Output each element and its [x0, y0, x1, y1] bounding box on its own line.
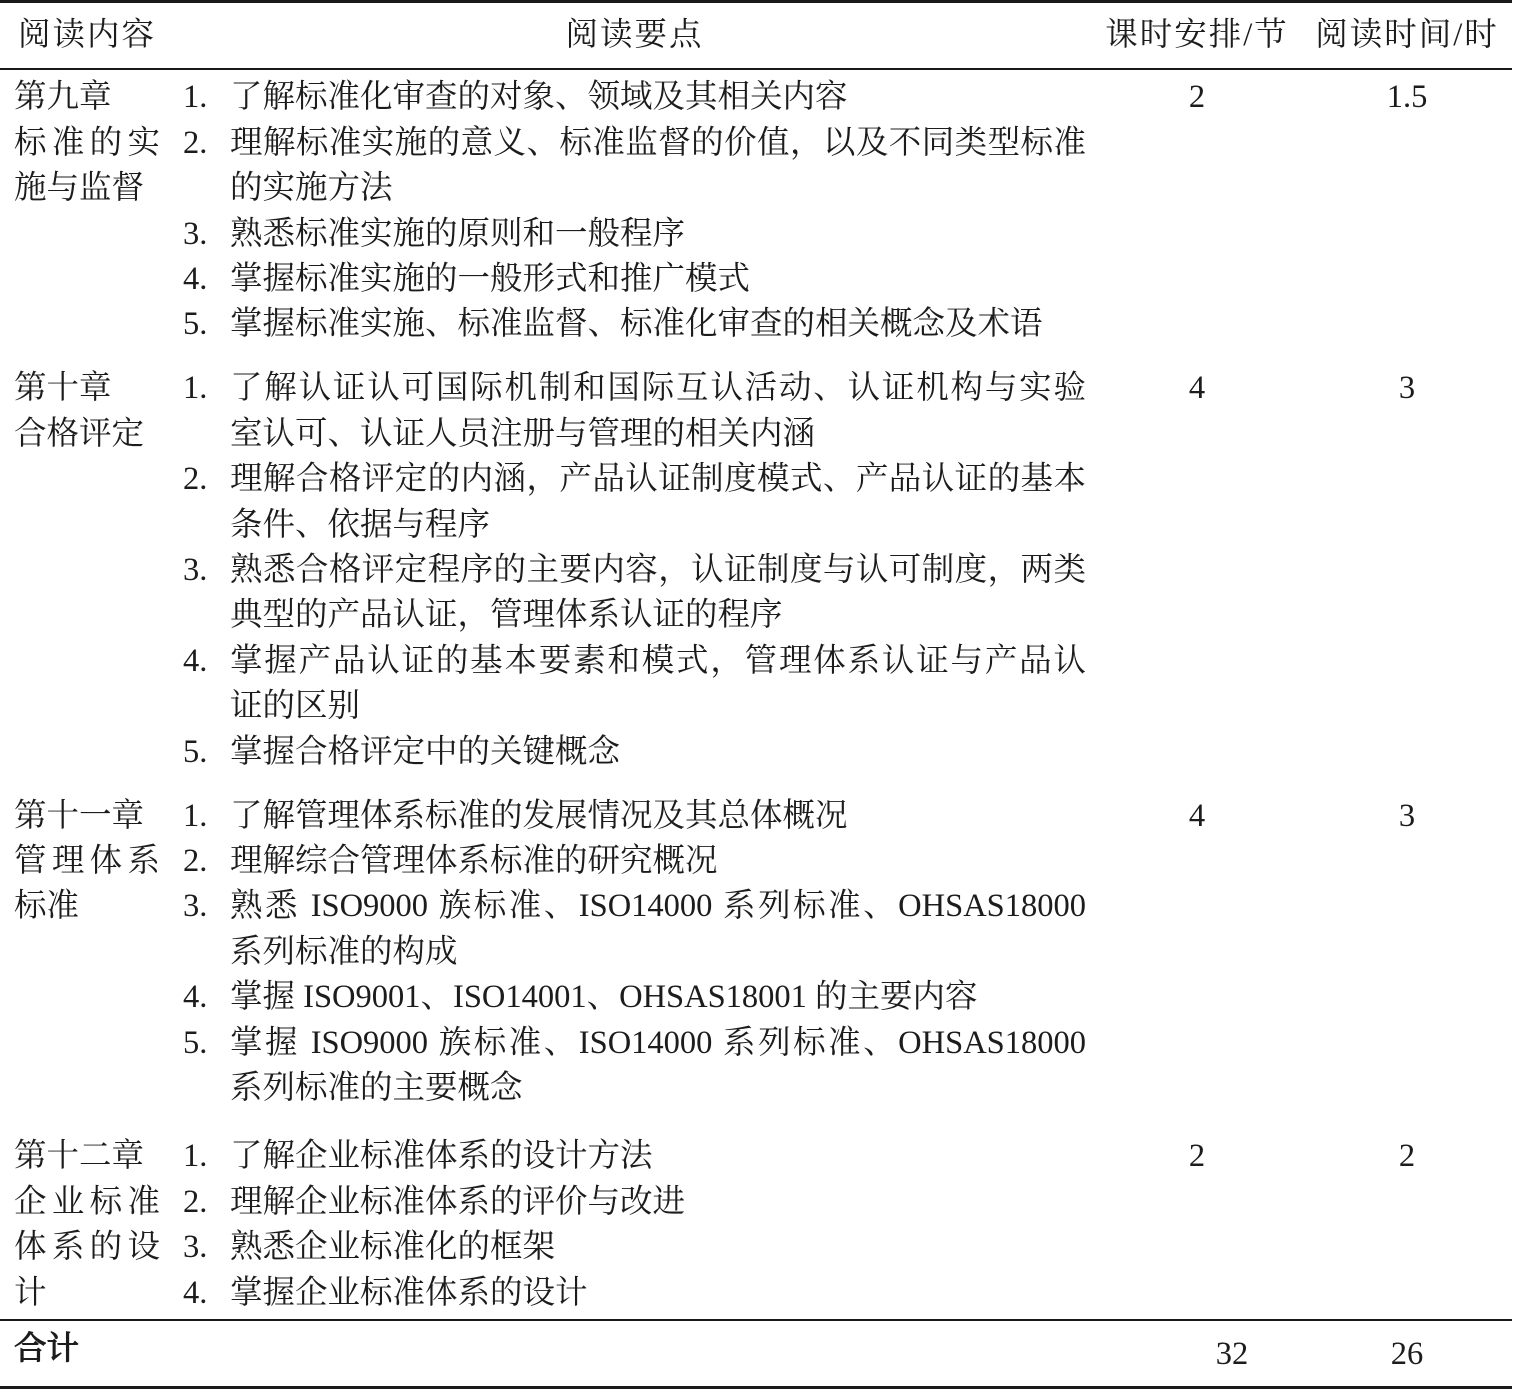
- reading-point: [183, 730, 1086, 775]
- point-line: 熟悉企业标准化的框架: [230, 1229, 556, 1266]
- point-line: 系列标准的主要概念: [230, 1070, 523, 1107]
- reading-point: [183, 121, 1086, 212]
- header-reading-content: 阅读内容: [17, 17, 156, 53]
- table-row: [0, 357, 1512, 784]
- point-line: 的实施方法: [230, 170, 393, 207]
- point-number: 3.: [183, 1229, 208, 1266]
- point-text: [230, 121, 1086, 212]
- point-line: 了解认证认可国际机制和国际互认活动、认证机构与实验: [230, 370, 1086, 407]
- point-line: 证的区别: [230, 688, 361, 725]
- point-number: 1.: [183, 797, 208, 834]
- reading-point: [183, 975, 1086, 1020]
- header-reading-points: 阅读要点: [565, 17, 704, 53]
- point-line: 熟悉标准实施的原则和一般程序: [230, 215, 686, 252]
- point-line: 掌握企业标准体系的设计: [230, 1274, 588, 1311]
- reading-content-cell: [14, 794, 160, 1112]
- reading-point: [183, 212, 1086, 257]
- point-number: 2.: [183, 461, 208, 498]
- reading-point: [183, 1021, 1086, 1112]
- point-line: 掌握标准实施的一般形式和推广模式: [230, 260, 751, 297]
- point-text: [230, 75, 1086, 120]
- reading-point: [183, 839, 1086, 884]
- point-number: 2.: [183, 842, 208, 879]
- point-text: [230, 975, 1086, 1020]
- reading-point: [183, 257, 1086, 302]
- point-number: 5.: [183, 1024, 208, 1061]
- reading-point: [183, 639, 1086, 730]
- chapter-title: 标准的实施与监督: [14, 124, 160, 207]
- reading-point: [183, 548, 1086, 639]
- reading-points-cell: [183, 794, 1086, 1112]
- reading-hours: 1.5: [1386, 79, 1428, 116]
- point-line: 条件、依据与程序: [230, 506, 491, 543]
- table-row: [0, 70, 1512, 357]
- reading-points-cell: [183, 366, 1086, 775]
- point-text: [230, 548, 1086, 639]
- lesson-count: 2: [1188, 1138, 1206, 1175]
- chapter-label: 第十二章: [14, 1138, 145, 1175]
- point-number: 4.: [183, 642, 208, 679]
- point-line: 熟悉 ISO9000 族标准、ISO14000 系列标准、OHSAS18000: [230, 888, 1086, 925]
- point-line: 了解管理体系标准的发展情况及其总体概况: [230, 797, 848, 834]
- table-row: [0, 1121, 1512, 1319]
- point-line: 了解标准化审查的对象、领域及其相关内容: [230, 79, 848, 116]
- header-lesson-arrangement: 课时安排/节: [1105, 17, 1289, 53]
- point-text: [230, 639, 1086, 730]
- lesson-count: 4: [1188, 370, 1206, 407]
- point-text: [230, 1225, 1086, 1270]
- point-line: 典型的产品认证，管理体系认证的程序: [230, 597, 783, 634]
- table-body: [0, 70, 1512, 1319]
- chapter-label: 第十章: [14, 370, 112, 407]
- header-row: [0, 0, 1512, 70]
- point-line: 掌握 ISO9001、ISO14001、OHSAS18001 的主要内容: [230, 979, 978, 1016]
- reading-point: [183, 1271, 1086, 1316]
- reading-point: [183, 794, 1086, 839]
- reading-point: [183, 1225, 1086, 1270]
- point-line: 理解综合管理体系标准的研究概况: [230, 842, 718, 879]
- point-line: 掌握 ISO9000 族标准、ISO14000 系列标准、OHSAS18000: [230, 1024, 1086, 1061]
- chapter-title: 企业标准体系的设计: [14, 1183, 160, 1311]
- point-text: [230, 1021, 1086, 1112]
- point-text: [230, 366, 1086, 457]
- point-text: [230, 212, 1086, 257]
- point-text: [230, 884, 1086, 975]
- chapter-label: 第九章: [14, 79, 112, 116]
- point-number: 2.: [183, 1183, 208, 1220]
- reading-content-cell: [14, 75, 160, 347]
- lesson-count: 2: [1188, 79, 1206, 116]
- chapter-title: 管理体系标准: [14, 842, 160, 925]
- point-text: [230, 839, 1086, 884]
- reading-point: [183, 1180, 1086, 1225]
- chapter-label: 第十一章: [14, 797, 145, 834]
- point-line: 掌握产品认证的基本要素和模式，管理体系认证与产品认: [230, 642, 1086, 679]
- point-text: [230, 302, 1086, 347]
- total-row: [0, 1319, 1512, 1389]
- point-text: [230, 257, 1086, 302]
- point-text: [230, 1180, 1086, 1225]
- point-number: 1.: [183, 370, 208, 407]
- point-line: 理解企业标准体系的评价与改进: [230, 1183, 686, 1220]
- point-text: [230, 1271, 1086, 1316]
- point-number: 4.: [183, 260, 208, 297]
- reading-points-cell: [183, 75, 1086, 347]
- point-line: 了解企业标准体系的设计方法: [230, 1138, 653, 1175]
- reading-points-cell: [183, 1134, 1086, 1316]
- point-number: 1.: [183, 1138, 208, 1175]
- point-line: 掌握标准实施、标准监督、标准化审查的相关概念及术语: [230, 306, 1043, 343]
- point-text: [230, 730, 1086, 775]
- point-line: 理解标准实施的意义、标准监督的价值，以及不同类型标准: [230, 124, 1086, 161]
- point-line: 理解合格评定的内涵，产品认证制度模式、产品认证的基本: [230, 461, 1086, 498]
- point-number: 4.: [183, 979, 208, 1016]
- reading-content-cell: [14, 366, 160, 775]
- table-row: [0, 784, 1512, 1120]
- point-number: 5.: [183, 306, 208, 343]
- point-number: 4.: [183, 1274, 208, 1311]
- header-reading-time: 阅读时间/时: [1315, 17, 1499, 53]
- lesson-count: 4: [1188, 797, 1206, 834]
- reading-point: [183, 457, 1086, 548]
- reading-point: [183, 1134, 1086, 1179]
- point-number: 5.: [183, 733, 208, 770]
- point-text: [230, 457, 1086, 548]
- point-line: 系列标准的构成: [230, 933, 458, 970]
- total-hours: 26: [1390, 1336, 1424, 1373]
- reading-content-cell: [14, 1134, 160, 1316]
- point-text: [230, 1134, 1086, 1179]
- reading-point: [183, 366, 1086, 457]
- point-line: 熟悉合格评定程序的主要内容，认证制度与认可制度，两类: [230, 551, 1086, 588]
- point-line: 掌握合格评定中的关键概念: [230, 733, 621, 770]
- total-label: 合计: [14, 1331, 80, 1368]
- total-lessons: 32: [1215, 1336, 1249, 1373]
- point-line: 室认可、认证人员注册与管理的相关内涵: [230, 415, 816, 452]
- reading-point: [183, 884, 1086, 975]
- reading-point: [183, 302, 1086, 347]
- point-number: 3.: [183, 551, 208, 588]
- point-text: [230, 794, 1086, 839]
- point-number: 3.: [183, 888, 208, 925]
- reading-hours: 3: [1398, 370, 1416, 407]
- reading-hours: 2: [1398, 1138, 1416, 1175]
- reading-point: [183, 75, 1086, 120]
- chapter-title: 合格评定: [14, 415, 145, 452]
- point-number: 1.: [183, 79, 208, 116]
- reading-hours: 3: [1398, 797, 1416, 834]
- point-number: 3.: [183, 215, 208, 252]
- point-number: 2.: [183, 124, 208, 161]
